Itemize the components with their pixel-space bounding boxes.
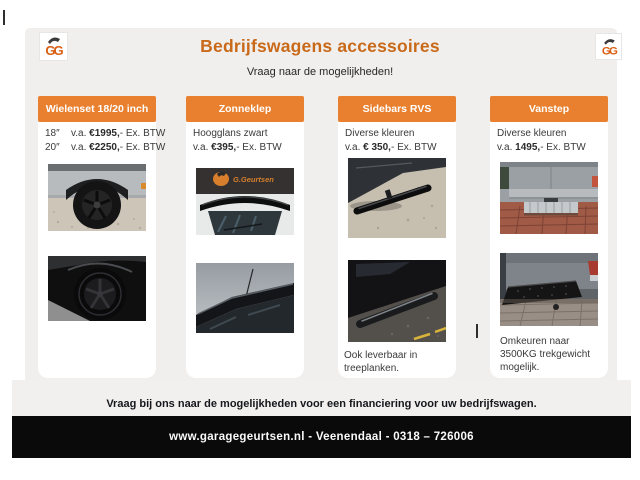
price-line: 18″ v.a. €1995,- Ex. BTW (45, 128, 166, 139)
column-header-zonneklep: Zonneklep (186, 96, 304, 122)
column-caption: Omkeuren naar 3500KG trekgewicht mogelijk. (500, 336, 591, 373)
photo-sidebar-asphalt (348, 260, 446, 342)
text-cursor-artifact (476, 324, 478, 338)
column-card (38, 122, 166, 378)
page-title: Bedrijfswagens accessoires (200, 36, 440, 56)
price-line: v.a. €395,- Ex. BTW (193, 142, 282, 153)
page-subtitle: Vraag naar de mogelijkheden! (246, 66, 394, 78)
column-vanstep (490, 96, 608, 378)
financing-note: Vraag bij ons naar de mogelijkheden voor een financiering voor uw bedrijfswagen. (106, 398, 537, 410)
text-cursor-artifact (3, 10, 5, 25)
product-line: Hoogglans zwart (193, 128, 268, 139)
svg-text:GG: GG (45, 43, 62, 58)
product-line: Diverse kleuren (497, 128, 567, 139)
photo-visor-front-sign (196, 168, 294, 235)
column-card (338, 122, 456, 378)
footer-contact: www.garagegeurtsen.nl - Veenendaal - 0318 – 726006 (169, 431, 474, 443)
price-line: v.a. € 350,- Ex. BTW (345, 142, 437, 153)
column-header-sidebars: Sidebars RVS (338, 96, 456, 122)
column-caption: Ook leverbaar in treeplanken. (344, 350, 418, 374)
column-card (490, 122, 608, 378)
photo-vanstep-aluminium (500, 162, 598, 234)
garage-sign-text: G.Geurtsen (233, 175, 274, 184)
footer-bar (12, 416, 631, 458)
column-header-vanstep: Vanstep (490, 96, 608, 122)
photo-wheel-black-car (48, 256, 146, 321)
photo-visor-side-sky (196, 263, 294, 333)
photo-wheel-silver-van (48, 164, 146, 231)
wheel-size-label: 20″ (45, 142, 60, 153)
svg-text:GG: GG (601, 44, 616, 57)
wheel-size-label: 18″ (45, 128, 60, 139)
photo-sidebar-gravel (348, 158, 446, 238)
financing-note-strip (12, 380, 631, 416)
column-card (186, 122, 304, 378)
product-line: Diverse kleuren (345, 128, 415, 139)
price-line: 20″ v.a. €2250,- Ex. BTW (45, 142, 166, 153)
price-line: v.a. 1495,- Ex. BTW (497, 142, 586, 153)
column-header-wielenset: Wielenset 18/20 inch (38, 96, 156, 122)
column-sidebars (338, 96, 456, 378)
photo-vanstep-black-grate (500, 253, 598, 326)
column-wielenset (38, 96, 166, 378)
column-zonneklep (186, 96, 304, 378)
